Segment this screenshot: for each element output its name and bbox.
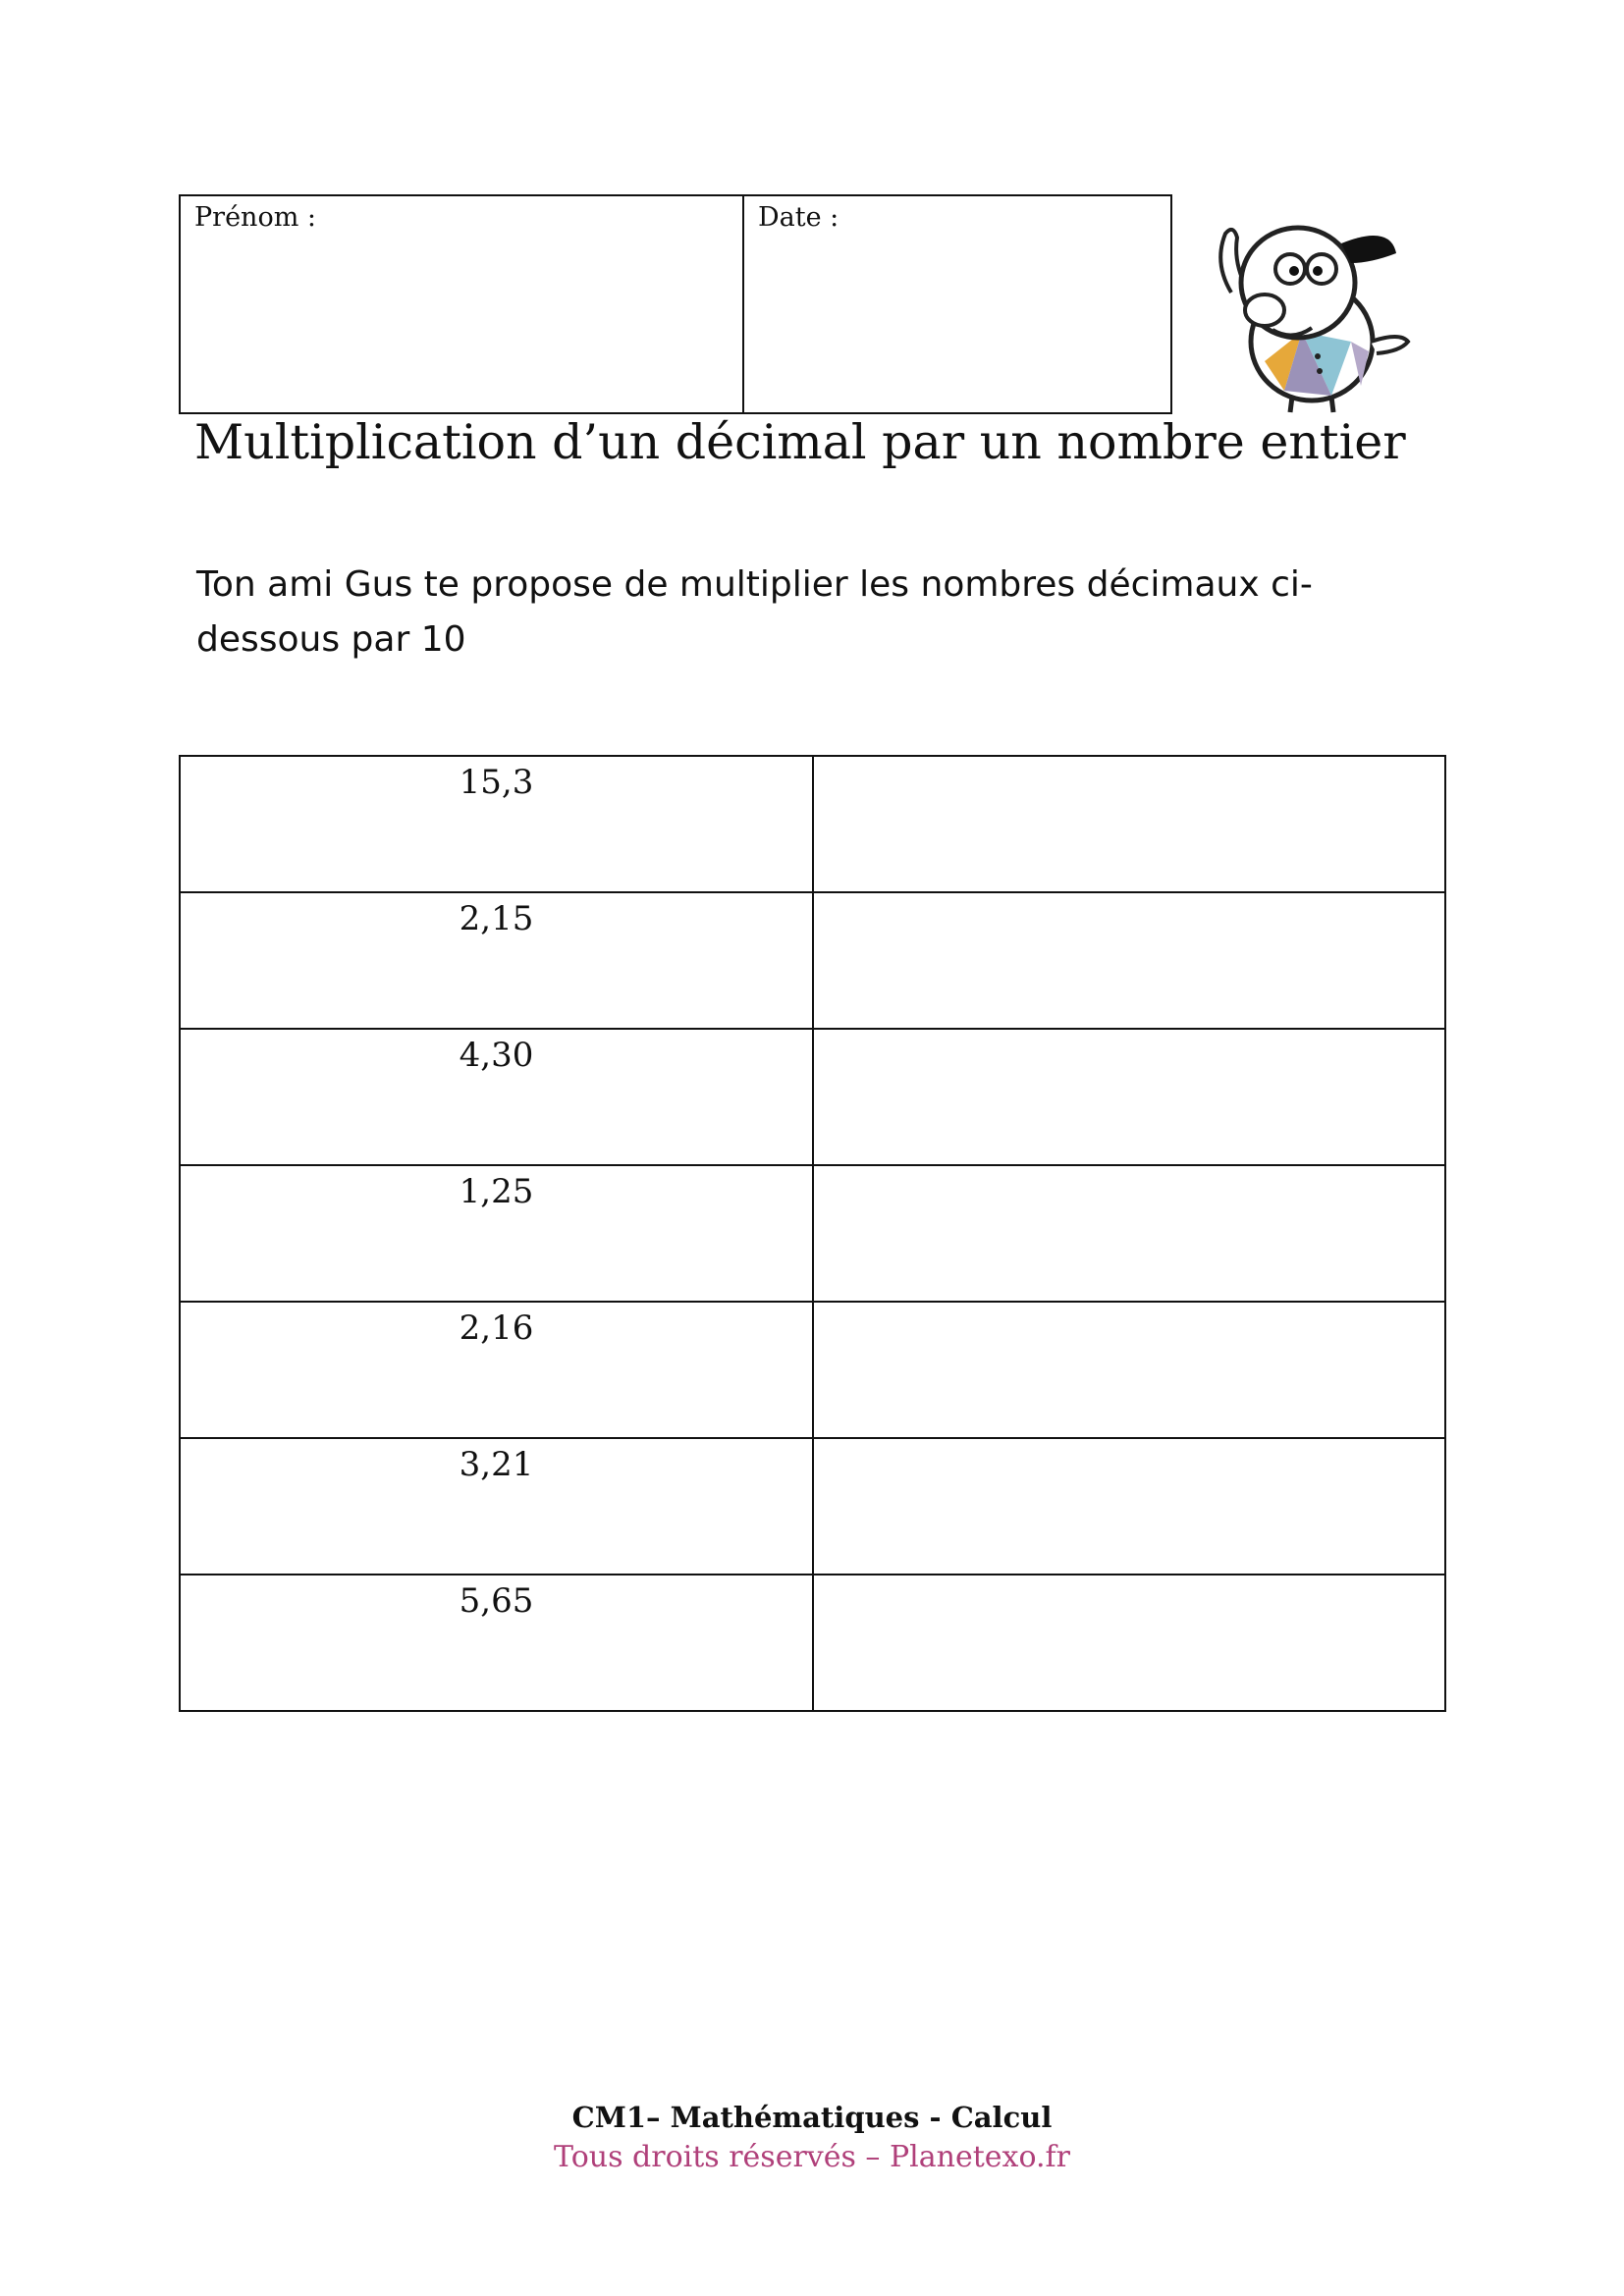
answer-cell[interactable]: [813, 756, 1445, 892]
table-row: [180, 1302, 1445, 1438]
multiplication-table: [179, 755, 1446, 1712]
first-name-label: Prénom :: [194, 202, 316, 233]
decimal-number: 2,15: [180, 892, 813, 1029]
answer-cell[interactable]: [813, 892, 1445, 1029]
worksheet-title: Multiplication d’un décimal par un nombre entier: [194, 414, 1406, 470]
decimal-number: 5,65: [180, 1575, 813, 1711]
date-label: Date :: [758, 202, 839, 233]
decimal-number: 4,30: [180, 1029, 813, 1165]
table-row: [180, 892, 1445, 1029]
student-info-box: [179, 194, 1172, 414]
exercise-instruction: Ton ami Gus te propose de multiplier les nombres décimaux ci-dessous par 10: [196, 564, 1313, 660]
footer-copyright: Tous droits réservés – Planetexo.fr: [554, 2140, 1070, 2174]
footer-subject: CM1– Mathématiques - Calcul: [571, 2101, 1053, 2134]
answer-cell[interactable]: [813, 1302, 1445, 1438]
table-row: [180, 1438, 1445, 1575]
answer-cell[interactable]: [813, 1575, 1445, 1711]
table-row: [180, 1575, 1445, 1711]
answer-cell[interactable]: [813, 1165, 1445, 1302]
answer-cell[interactable]: [813, 1438, 1445, 1575]
table-row: [180, 1029, 1445, 1165]
decimal-number: 15,3: [180, 756, 813, 892]
date-field[interactable]: [744, 196, 1170, 412]
sheep-mascot-icon: [1204, 194, 1416, 414]
table-row: [180, 1165, 1445, 1302]
decimal-number: 2,16: [180, 1302, 813, 1438]
decimal-number: 1,25: [180, 1165, 813, 1302]
first-name-field[interactable]: [181, 196, 744, 412]
table-row: [180, 756, 1445, 892]
answer-cell[interactable]: [813, 1029, 1445, 1165]
decimal-number: 3,21: [180, 1438, 813, 1575]
